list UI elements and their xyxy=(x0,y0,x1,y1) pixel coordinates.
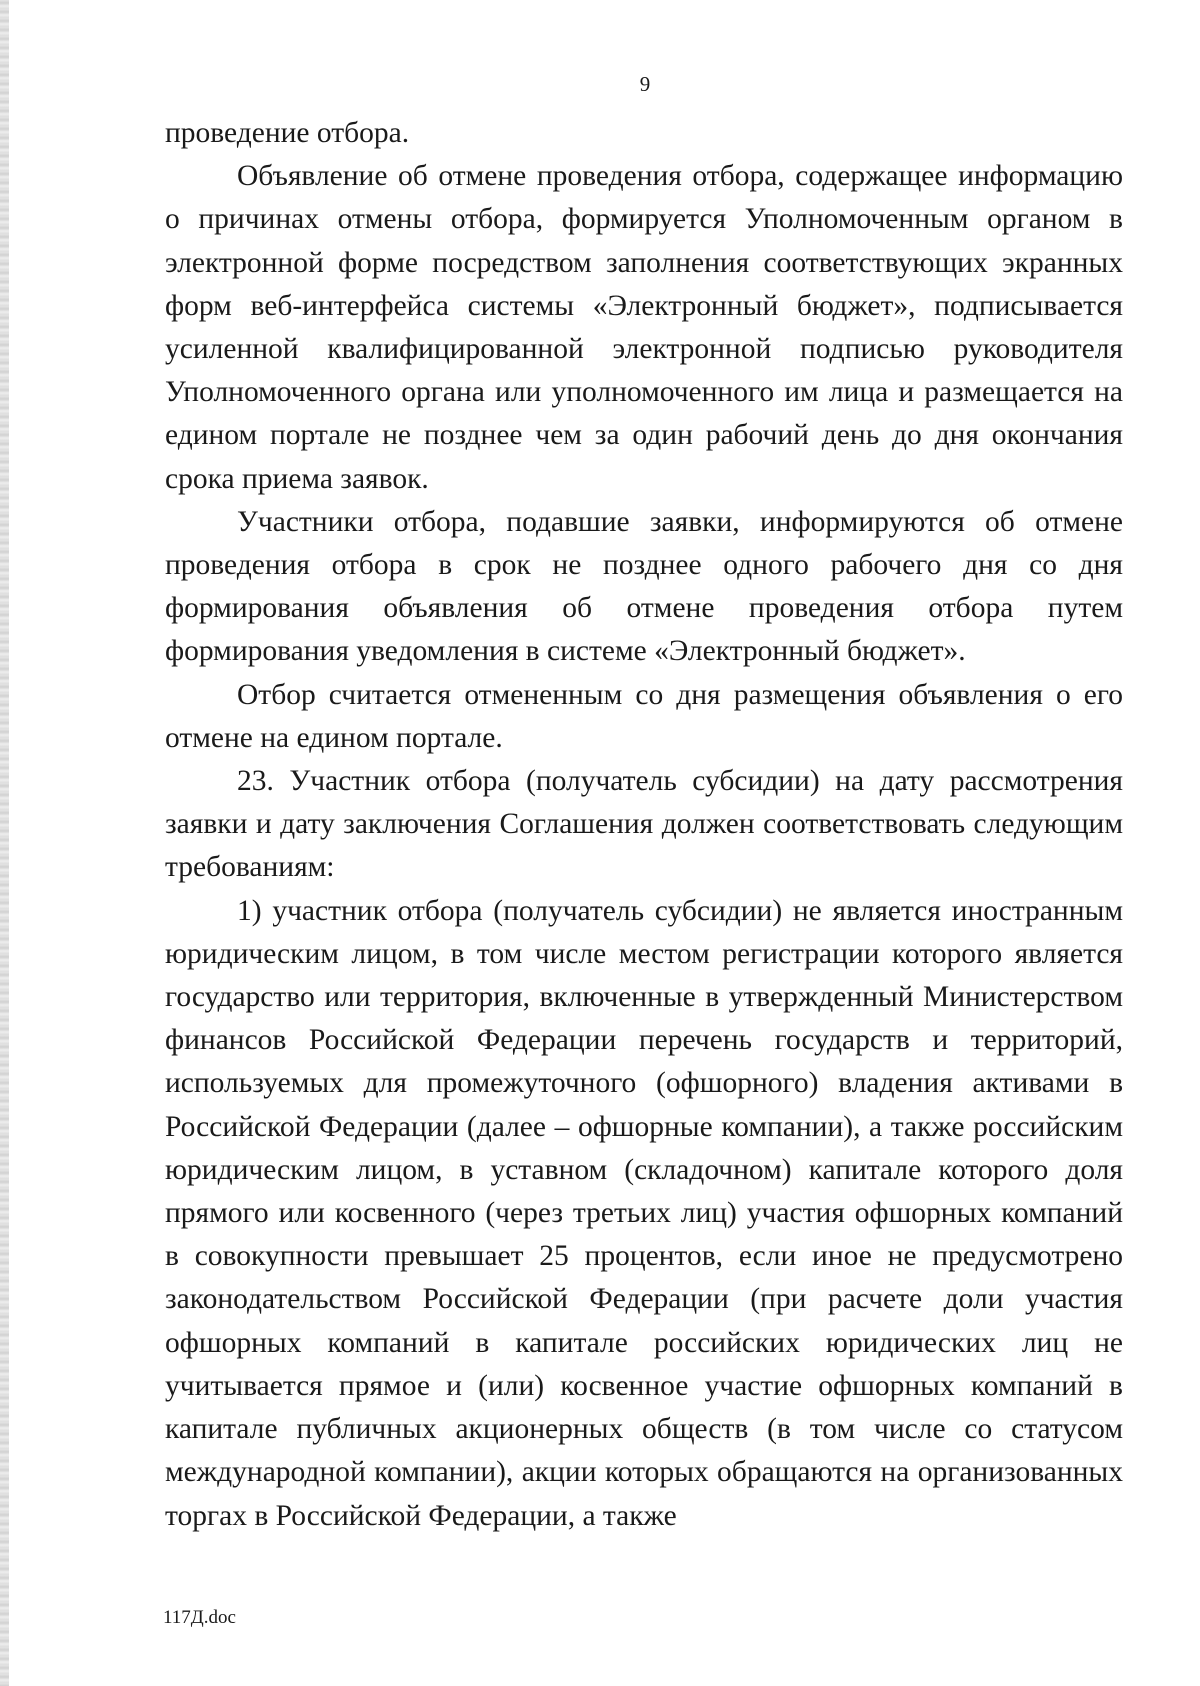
paragraph-item-23: 23. Участник отбора (получатель субсидии) на дату рассмотрения заявки и дату заключения Соглашения должен соответствовать следующим требованиям: xyxy=(165,765,1123,884)
paragraph-selection-cancelled: Отбор считается отмененным со дня размещения объявления о его отмене на едином портале. xyxy=(165,678,1123,754)
scan-edge xyxy=(0,0,9,1686)
document-body xyxy=(165,112,1123,1538)
paragraph-participants-informed: Участники отбора, подавшие заявки, информируются об отмене проведения отбора в срок не позднее одного рабочего дня со дня формирования объявления об отмене проведения отбора путем формирования уведомления в системе «Электронный бюджет». xyxy=(165,505,1123,668)
page-number: 9 xyxy=(639,72,651,96)
paragraph-subitem-1: 1) участник отбора (получатель субсидии) не является иностранным юридическим лицом, в том числе местом регистрации которого является государство или территория, включенные в утвержденный Министерством финансов Российской Федерации перечень государств и территорий, используемых для промежуточного (офшорного) владения активами в Российской Федерации (далее – офшорные компании), а также российским юридическим лицом, в уставном (складочном) капитале которого доля прямого или косвенного (через третьих лиц) участия офшорных компаний в совокупности превышает 25 процентов, если иное не предусмотрено законодательством Российской Федерации (при расчете доли участия офшорных компаний в капитале российских юридических лиц не учитывается прямое и (или) косвенное участие офшорных компаний в капитале публичных акционерных обществ (в том числе со статусом международной компании), акции которых обращаются на организованных торгах в Российской Федерации, а также xyxy=(165,894,1123,1532)
paragraph-continuation: проведение отбора. xyxy=(165,117,410,149)
footer-filename: 117Д.doc xyxy=(163,1607,236,1628)
paragraph-cancellation-notice: Объявление об отмене проведения отбора, содержащее информацию о причинах отмены отбора, формируется Уполномоченным органом в электронной форме посредством заполнения соответствующих экранных форм веб-интерфейса системы «Электронный бюджет», подписывается усиленной квалифицированной электронной подписью руководителя Уполномоченного органа или уполномоченного им лица и размещается на едином портале не позднее чем за один рабочий день до дня окончания срока приема заявок. xyxy=(165,160,1123,495)
